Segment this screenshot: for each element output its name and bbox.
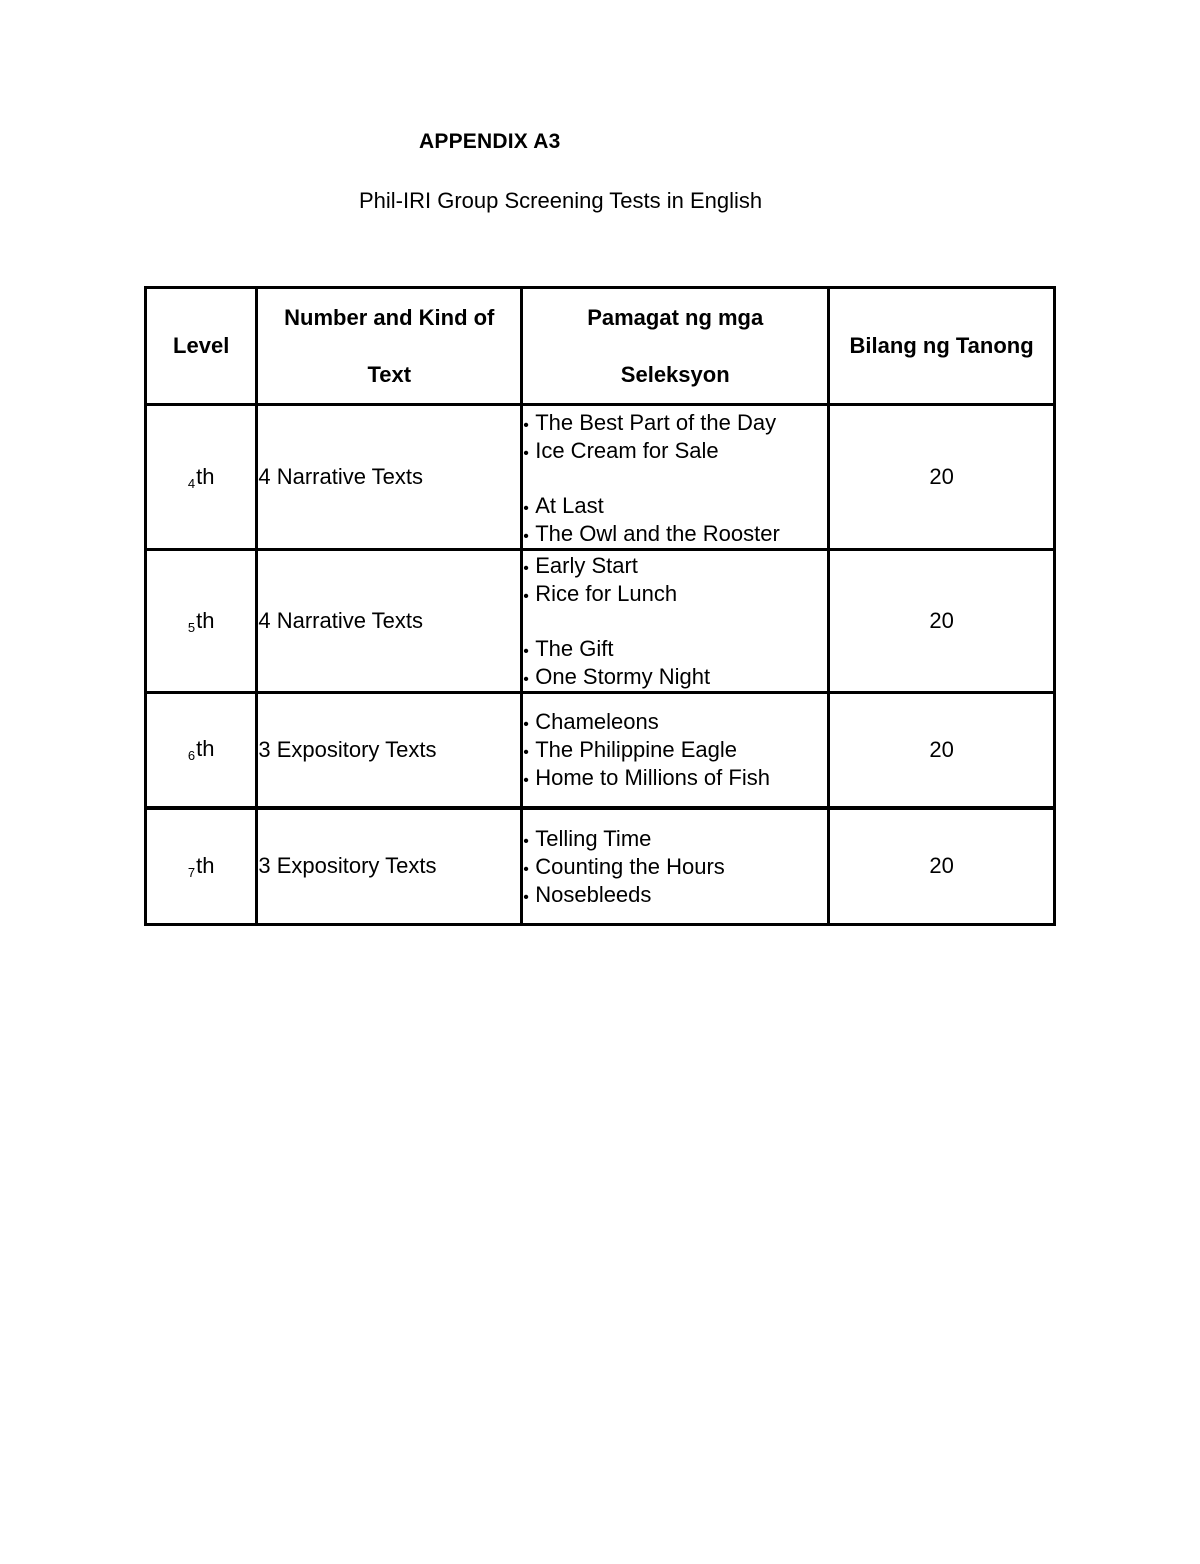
header-titles — [522, 288, 829, 405]
list-item — [523, 635, 827, 663]
table-row — [146, 405, 1055, 550]
title-text: Nosebleeds — [535, 881, 652, 907]
title-text: The Best Part of the Day — [535, 410, 777, 435]
screening-tests-table — [144, 286, 1056, 926]
table-header-row — [146, 288, 1055, 405]
list-item — [523, 552, 827, 580]
kind-cell: 4 Narrative Texts — [257, 405, 522, 550]
title-text: Ice Cream for Sale — [535, 438, 719, 463]
question-count-cell: 20 — [829, 808, 1055, 925]
kind-cell: 4 Narrative Texts — [257, 550, 522, 693]
level-suffix: th — [196, 852, 215, 878]
title-text: Counting the Hours — [535, 853, 725, 879]
list-item — [523, 853, 827, 881]
list-item — [523, 881, 827, 909]
title-text: The Gift — [535, 635, 614, 661]
bullet-icon: • — [523, 528, 529, 545]
question-count-cell: 20 — [829, 550, 1055, 693]
bullet-icon: • — [523, 642, 529, 660]
list-item — [523, 736, 827, 764]
bullet-icon: • — [523, 445, 529, 462]
kind-cell: 3 Expository Texts — [257, 808, 522, 925]
header-level: Level — [146, 288, 257, 405]
title-text: Early Start — [535, 552, 638, 578]
level-suffix: th — [196, 736, 215, 762]
page-subtitle: Phil-IRI Group Screening Tests in English — [359, 188, 763, 213]
bullet-icon: • — [523, 888, 529, 906]
table-row — [146, 550, 1055, 693]
titles-list — [523, 409, 827, 548]
level-number: 7 — [187, 864, 196, 880]
bullet-icon: • — [523, 715, 529, 733]
level-suffix: th — [196, 607, 215, 633]
bullet-icon: • — [523, 417, 529, 434]
title-text: At Last — [535, 493, 604, 518]
title-text: Telling Time — [535, 825, 652, 851]
titles-cell — [522, 693, 829, 808]
list-item — [523, 520, 827, 548]
bullet-icon: • — [523, 860, 529, 878]
titles-cell — [522, 808, 829, 925]
header-question-count: Bilang ng Tanong — [829, 288, 1055, 405]
level-cell — [146, 550, 257, 693]
level-number: 5 — [187, 619, 196, 635]
level-number: 6 — [187, 748, 196, 764]
header-kind-line-2: Text — [367, 362, 412, 387]
list-item — [523, 580, 827, 608]
question-count-cell: 20 — [829, 405, 1055, 550]
list-item — [523, 708, 827, 736]
title-text: Rice for Lunch — [535, 580, 678, 606]
title-text: Chameleons — [535, 708, 659, 734]
title-text: The Owl and the Rooster — [535, 521, 780, 546]
bullet-icon: • — [523, 587, 529, 605]
level-suffix: th — [196, 463, 215, 489]
level-cell — [146, 693, 257, 808]
question-count-cell: 20 — [829, 693, 1055, 808]
titles-list — [523, 708, 827, 792]
level-cell — [146, 405, 257, 550]
level-number: 4 — [187, 475, 196, 491]
list-item — [523, 663, 827, 691]
bullet-icon: • — [523, 670, 529, 688]
bullet-icon: • — [523, 832, 529, 850]
table-row — [146, 693, 1055, 808]
list-item — [523, 409, 827, 437]
header-titles-line-1: Pamagat ng mga — [587, 305, 764, 330]
list-item — [523, 437, 827, 465]
title-text: One Stormy Night — [535, 663, 711, 689]
table-row — [146, 808, 1055, 925]
titles-cell — [522, 405, 829, 550]
titles-list — [523, 552, 827, 691]
bullet-icon: • — [523, 500, 529, 517]
list-item — [523, 825, 827, 853]
kind-cell: 3 Expository Texts — [257, 693, 522, 808]
bullet-icon: • — [523, 559, 529, 577]
bullet-icon: • — [523, 771, 529, 789]
title-text: Home to Millions of Fish — [535, 764, 770, 790]
list-item — [523, 492, 827, 520]
level-cell — [146, 808, 257, 925]
page-title: APPENDIX A3 — [419, 130, 561, 153]
header-number-and-kind — [257, 288, 522, 405]
header-titles-line-2: Seleksyon — [620, 362, 730, 387]
title-text: The Philippine Eagle — [535, 736, 738, 762]
bullet-icon: • — [523, 743, 529, 761]
header-kind-line-1: Number and Kind of — [284, 305, 495, 330]
titles-list — [523, 825, 827, 909]
titles-cell — [522, 550, 829, 693]
list-item — [523, 764, 827, 792]
